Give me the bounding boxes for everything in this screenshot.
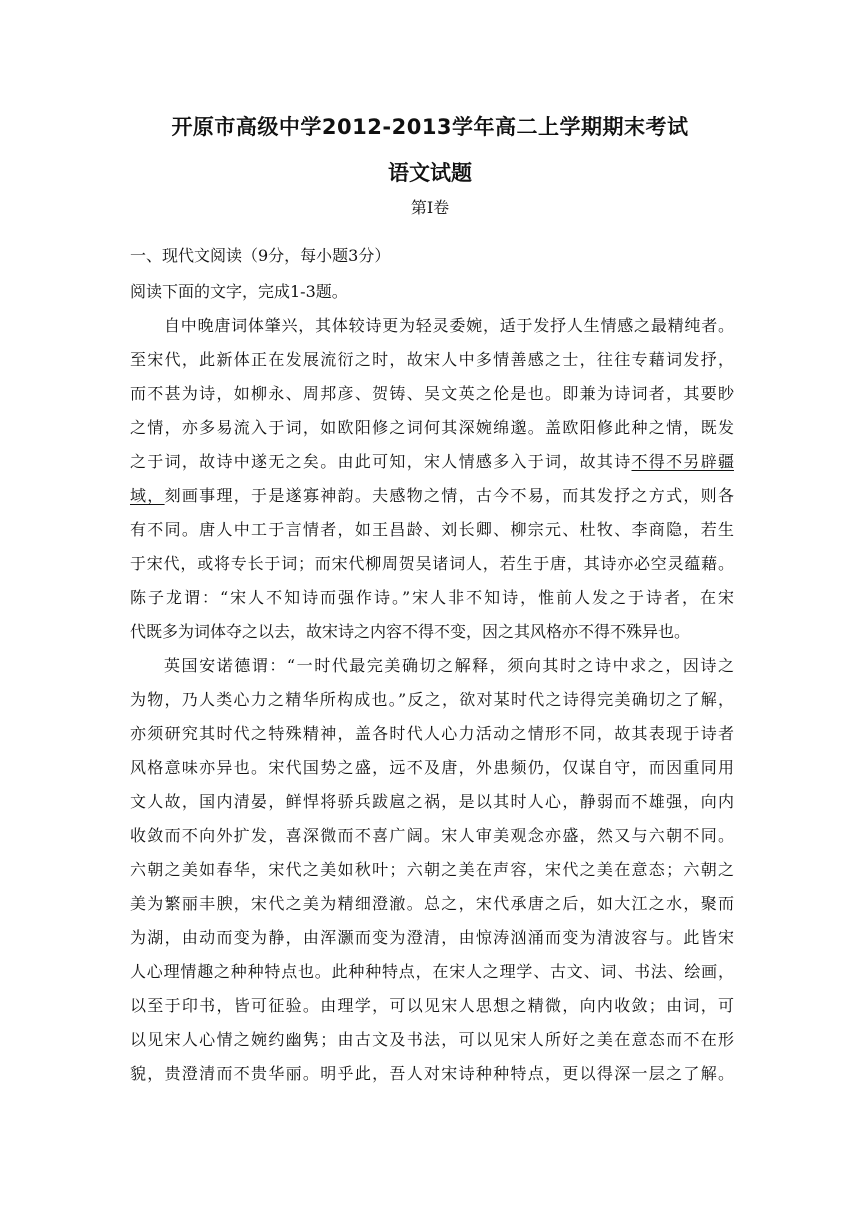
p2-line-12: 以见宋人心情之婉约幽隽；由古文及书法，可以见宋人所好之美在意态而不在形	[130, 1030, 734, 1049]
p1-line-10: 代既多为词体夺之以去，故宋诗之内容不得不变，因之其风格亦不得不殊异也。	[130, 622, 691, 641]
p1-line-6	[130, 485, 734, 507]
p1-line-3: 而不甚为诗，如柳永、周邦彦、贺铸、吴文英之伦是也。即兼为诗词者，其要眇	[130, 384, 734, 403]
p2-line-7: 六朝之美如春华，宋代之美如秋叶；六朝之美在声容，宋代之美在意态；六朝之	[130, 860, 734, 879]
section-heading: 一、现代文阅读（9分，每小题3分）	[130, 246, 391, 265]
p2-line-3: 亦须研究其时代之特殊精神，盖各时代人心力活动之情形不同，故其表现于诗者	[130, 724, 734, 743]
p1-line-6-text: 刻画事理，于是遂寡神韵。夫感物之情，古今不易，而其发抒之方式，则各	[164, 486, 734, 505]
p1-line-9: 陈子龙谓：“宋人不知诗而强作诗。”宋人非不知诗，惟前人发之于诗者，在宋	[130, 588, 734, 607]
p2-line-5: 文人故，国内清晏，鲜悍将骄兵跋扈之祸，是以其时人心，静弱而不雄强，向内	[130, 792, 734, 811]
p2-line-11: 以至于印书，皆可征验。由理学，可以见宋人思想之精微，向内收敛；由词，可	[130, 996, 734, 1015]
p1-line-2: 至宋代，此新体正在发展流衍之时，故宋人中多情善感之士，往往专藉词发抒，	[130, 350, 734, 369]
p1-line-7: 有不同。唐人中工于言情者，如王昌龄、刘长卿、柳宗元、杜牧、李商隐，若生	[130, 520, 734, 539]
document-subtitle: 语文试题	[388, 161, 472, 185]
p2-line-9: 为湖，由动而变为静，由浑灏而变为澄清，由惊涛汹涌而变为清波容与。此皆宋	[130, 928, 734, 947]
p2-line-2: 为物，乃人类心力之精华所构成也。”反之，欲对某时代之诗得完美确切之了解，	[130, 690, 734, 709]
underlined-phrase-part-1: 不得不另辟疆	[631, 452, 734, 471]
document-title: 开原市高级中学2012-2013学年高二上学期期末考试	[171, 115, 689, 139]
p2-line-6: 收敛而不向外扩发，喜深微而不喜广阔。宋人审美观念亦盛，然又与六朝不同。	[130, 826, 734, 845]
p1-line-5	[130, 451, 734, 473]
underlined-phrase-part-2: 域，	[130, 486, 165, 505]
p1-line-1: 自中晚唐词体肇兴，其体较诗更为轻灵委婉，适于发抒人生情感之最精纯者。	[164, 316, 734, 335]
p2-line-1: 英国安诺德谓：“一时代最完美确切之解释，须向其时之诗中求之，因诗之	[164, 656, 734, 675]
p1-line-5-text: 之于词，故诗中遂无之矣。由此可知，宋人情感多入于词，故其诗	[130, 452, 632, 471]
p2-line-4: 风格意味亦异也。宋代国势之盛，远不及唐，外患频仍，仅谋自守，而因重同用	[130, 758, 734, 777]
p2-line-13: 貌，贵澄清而不贵华丽。明乎此，吾人对宋诗种种特点，更以得深一层之了解。	[130, 1064, 734, 1083]
volume-label: 第Ⅰ卷	[410, 198, 450, 217]
p2-line-8: 美为繁丽丰腴，宋代之美为精细澄澈。总之，宋代承唐之后，如大江之水，聚而	[130, 894, 734, 913]
p1-line-4: 之情，亦多易流入于词，如欧阳修之词何其深婉绵邈。盖欧阳修此种之情，既发	[130, 418, 734, 437]
p2-line-10: 人心理情趣之种种特点也。此种种特点，在宋人之理学、古文、词、书法、绘画，	[130, 962, 734, 981]
section-instruction: 阅读下面的文字，完成1-3题。	[130, 282, 348, 301]
p1-line-8: 于宋代，或将专长于词；而宋代柳周贺吴诸词人，若生于唐，其诗亦必空灵蕴藉。	[130, 554, 734, 573]
